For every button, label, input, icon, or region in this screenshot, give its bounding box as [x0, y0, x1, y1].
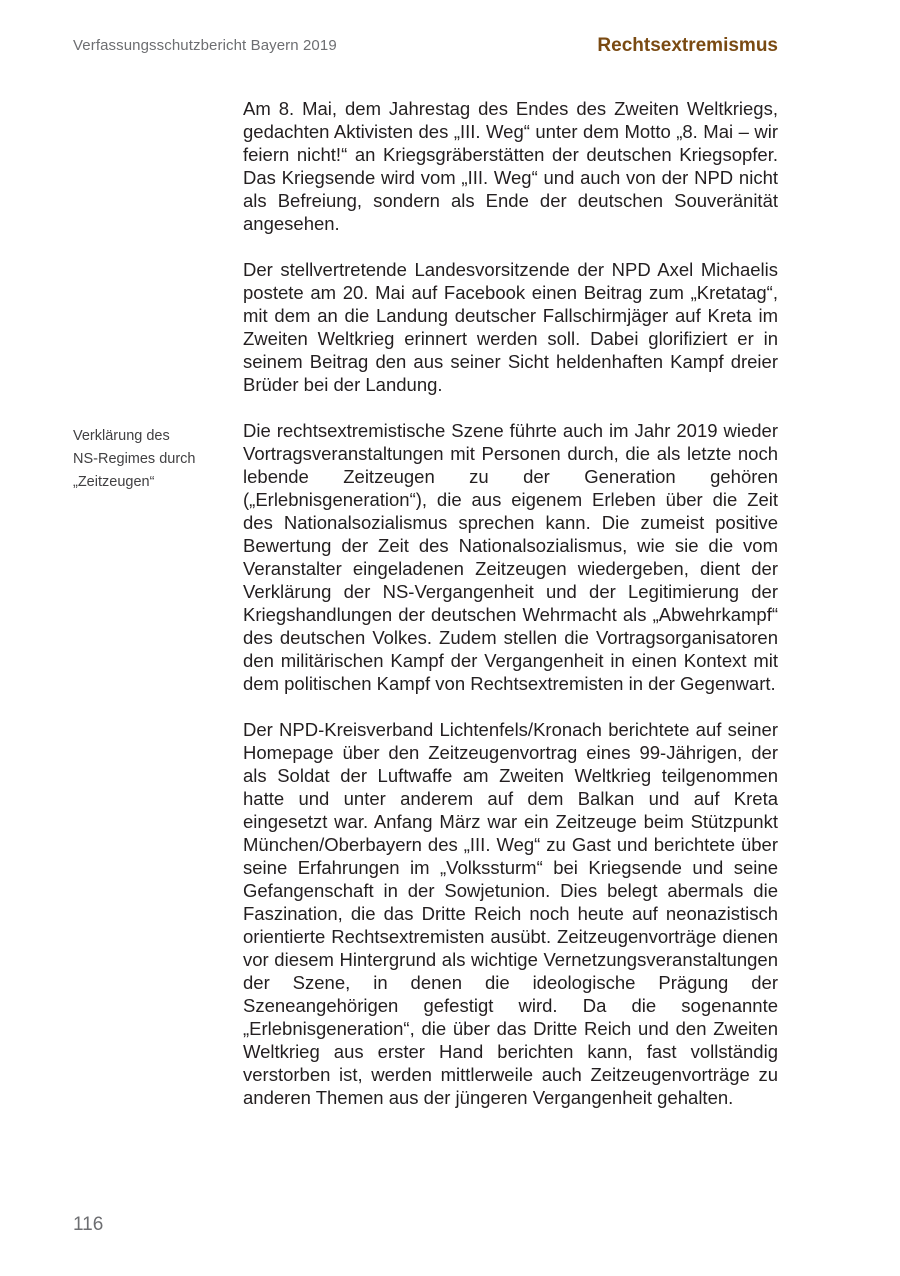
paragraph: Am 8. Mai, dem Jahrestag des Endes des Zweiten Weltkriegs, gedachten Aktivisten des „III. Weg“ unter dem Motto „8. Mai – wir feiern nicht!“ an Kriegsgräberstätten der deutschen Kriegsopfer. Das Kriegsende wird vom „III. Weg“ und auch von der NPD nicht als Befreiung, sondern als Ende der deutschen Souveränität angesehen. — [243, 98, 778, 234]
margin-note-line: NS-Regimes durch — [73, 451, 196, 467]
margin-note-line: Verklärung des — [73, 428, 170, 444]
paragraph: Der stellvertretende Landesvorsitzende der NPD Axel Michaelis postete am 20. Mai auf Facebook einen Beitrag zum „Kretatag“, mit dem an die Landung deutscher Fallschirmjäger auf Kreta im Zweiten Weltkrieg erinnert werden soll. Dabei glorifiziert er in seinem Beitrag den aus seiner Sicht heldenhaften Kampf dreier Brüder bei der Landung. — [243, 259, 778, 395]
margin-note-line: „Zeitzeugen“ — [73, 474, 155, 490]
section-title: Rechtsextremismus — [597, 35, 778, 56]
body-text — [243, 97, 778, 1132]
paragraph: Der NPD-Kreisverband Lichtenfels/Kronach berichtete auf seiner Homepage über den Zeitzeugenvortrag eines 99-Jährigen, der als Soldat der Luftwaffe am Zweiten Weltkrieg teilgenommen hatte und unter anderem auf dem Balkan und auf Kreta eingesetzt war. Anfang März war ein Zeitzeuge beim Stützpunkt München/Oberbayern des „III. Weg“ zu Gast und berichtete über seine Erfahrungen im „Volkssturm“ bei Kriegsende und seine Gefangenschaft in der Sowjetunion. Dies belegt abermals die Faszination, die das Dritte Reich noch heute auf neonazistisch orientierte Rechtsextremisten ausübt. Zeitzeugenvorträge dienen vor diesem Hintergrund als wichtige Vernetzungsveranstaltungen der Szene, in denen die ideologische Prägung der Szeneangehörigen gefestigt wird. Da die sogenannte „Erlebnisgeneration“, die über das Dritte Reich und den Zweiten Weltkrieg aus erster Hand berichten kann, fast vollständig verstorben ist, werden mittlerweile auch Zeitzeugenvorträge zu anderen Themen aus der jüngeren Vergangenheit gehalten. — [243, 719, 778, 1108]
publication-title: Verfassungsschutzbericht Bayern 2019 — [73, 37, 337, 54]
margin-note — [73, 425, 223, 494]
paragraph: Die rechtsextremistische Szene führte auch im Jahr 2019 wieder Vortragsveranstaltungen mit Personen durch, die als letzte noch lebende Zeitzeugen zu der Generation gehören („Erlebnisgeneration“), die aus eigenem Erleben über die Zeit des Nationalsozialismus sprechen kann. Die zumeist positive Bewertung der Zeit des Nationalsozialismus, wie sie die vom Veranstalter eingeladenen Zeitzeugen wiedergeben, dient der Verklärung der NS-Vergangenheit und der Legitimierung der Kriegshandlungen der deutschen Wehrmacht als „Abwehrkampf“ des deutschen Volkes. Zudem stellen die Vortragsorganisatoren den militärischen Kampf der Vergangenheit in einen Kontext mit dem politischen Kampf von Rechtsextremisten in der Gegenwart. — [243, 420, 778, 694]
page-number: 116 — [73, 1214, 104, 1235]
